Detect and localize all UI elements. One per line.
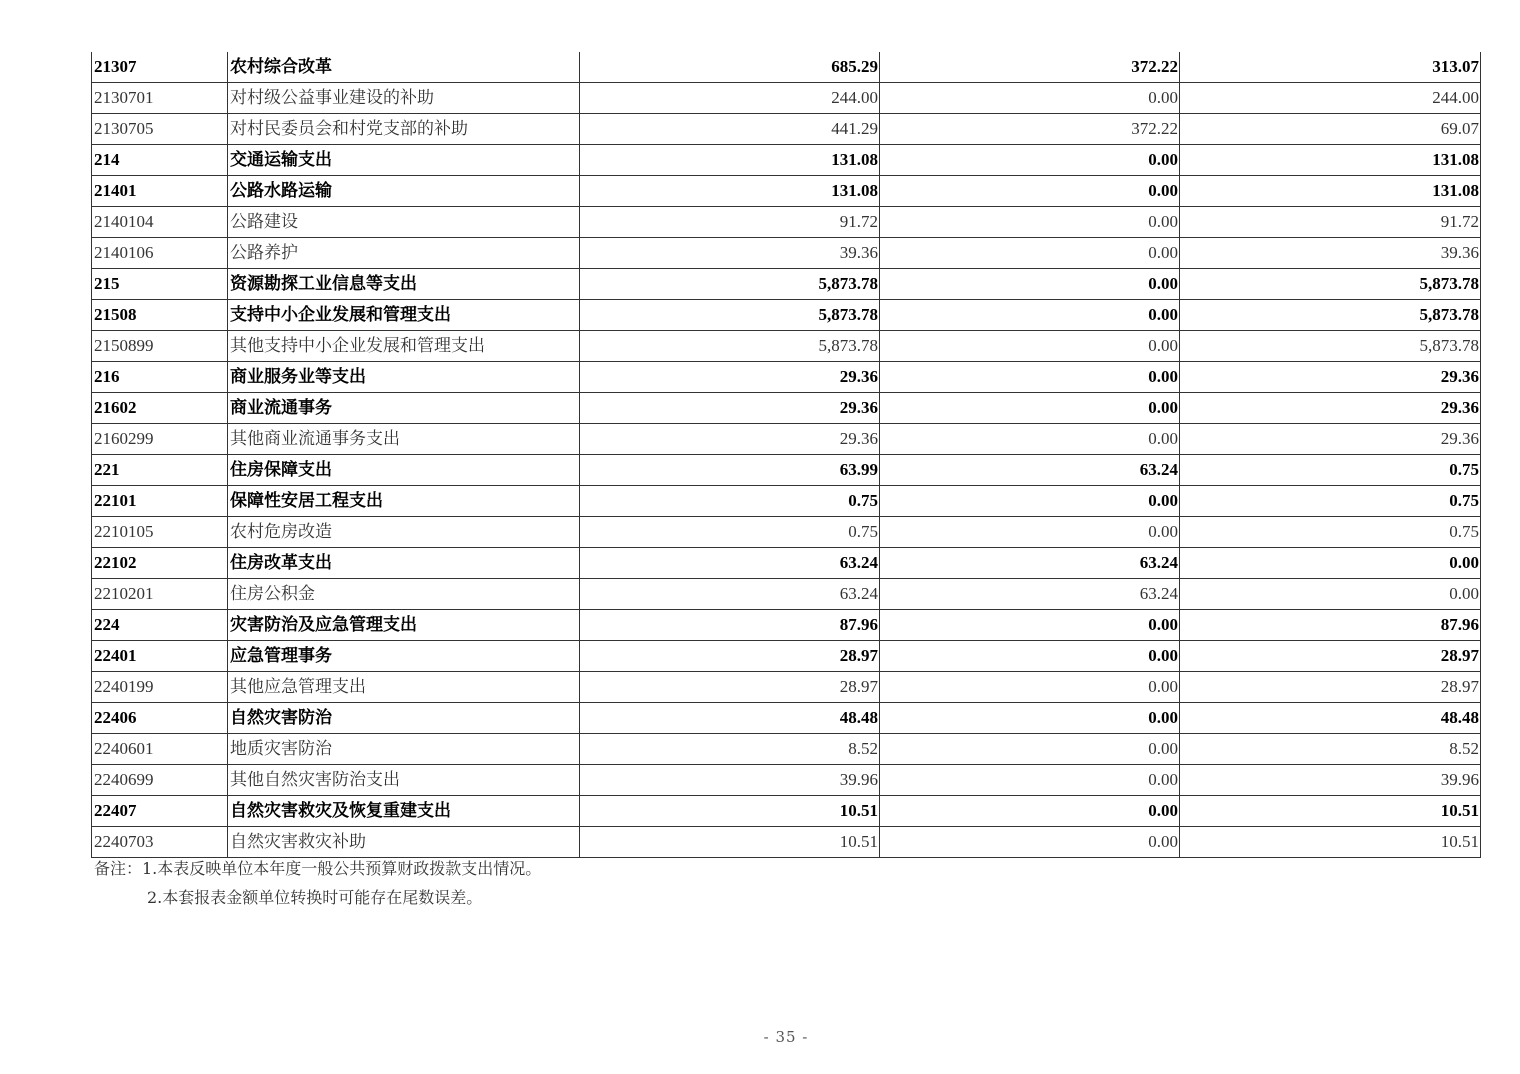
row-value-1-cell: 244.00 (580, 83, 880, 114)
row-code-cell: 214 (92, 145, 228, 176)
table-row (92, 331, 1481, 362)
row-code-cell: 2160299 (92, 424, 228, 455)
row-name-cell: 其他自然灾害防治支出 (228, 765, 580, 796)
row-name-cell: 自然灾害救灾及恢复重建支出 (228, 796, 580, 827)
row-value-2-cell: 0.00 (880, 424, 1180, 455)
row-value-2-cell: 372.22 (880, 52, 1180, 83)
row-code-cell: 2150899 (92, 331, 228, 362)
row-value-3-cell: 29.36 (1180, 362, 1481, 393)
row-value-3-cell: 244.00 (1180, 83, 1481, 114)
row-name-cell: 住房保障支出 (228, 455, 580, 486)
row-value-2-cell: 63.24 (880, 579, 1180, 610)
row-value-2-cell: 0.00 (880, 300, 1180, 331)
row-name-cell: 支持中小企业发展和管理支出 (228, 300, 580, 331)
table-body (92, 52, 1481, 858)
row-value-3-cell: 39.36 (1180, 238, 1481, 269)
row-value-1-cell: 28.97 (580, 641, 880, 672)
row-value-2-cell: 0.00 (880, 486, 1180, 517)
row-value-3-cell: 28.97 (1180, 641, 1481, 672)
table-row (92, 579, 1481, 610)
row-name-cell: 商业流通事务 (228, 393, 580, 424)
row-code-cell: 21602 (92, 393, 228, 424)
row-value-1-cell: 63.99 (580, 455, 880, 486)
row-value-3-cell: 10.51 (1180, 827, 1481, 858)
budget-table-container (91, 52, 1480, 858)
row-value-2-cell: 0.00 (880, 393, 1180, 424)
row-value-1-cell: 91.72 (580, 207, 880, 238)
row-value-2-cell: 0.00 (880, 641, 1180, 672)
row-value-2-cell: 0.00 (880, 176, 1180, 207)
row-value-3-cell: 0.75 (1180, 517, 1481, 548)
row-value-3-cell: 28.97 (1180, 672, 1481, 703)
row-code-cell: 2140106 (92, 238, 228, 269)
row-name-cell: 农村危房改造 (228, 517, 580, 548)
row-value-2-cell: 0.00 (880, 83, 1180, 114)
row-value-1-cell: 5,873.78 (580, 300, 880, 331)
row-code-cell: 2140104 (92, 207, 228, 238)
row-value-1-cell: 441.29 (580, 114, 880, 145)
row-code-cell: 21307 (92, 52, 228, 83)
row-value-3-cell: 313.07 (1180, 52, 1481, 83)
table-row (92, 424, 1481, 455)
note-line-1: 备注：1.本表反映单位本年度一般公共预算财政拨款支出情况。 (94, 859, 542, 878)
row-value-3-cell: 131.08 (1180, 176, 1481, 207)
row-code-cell: 2210105 (92, 517, 228, 548)
row-code-cell: 22401 (92, 641, 228, 672)
row-value-2-cell: 372.22 (880, 114, 1180, 145)
table-row (92, 734, 1481, 765)
row-value-1-cell: 63.24 (580, 548, 880, 579)
row-value-1-cell: 10.51 (580, 796, 880, 827)
row-value-1-cell: 39.96 (580, 765, 880, 796)
row-code-cell: 2240703 (92, 827, 228, 858)
row-name-cell: 农村综合改革 (228, 52, 580, 83)
row-value-3-cell: 0.75 (1180, 486, 1481, 517)
row-value-2-cell: 0.00 (880, 610, 1180, 641)
row-value-1-cell: 29.36 (580, 393, 880, 424)
row-value-2-cell: 0.00 (880, 703, 1180, 734)
table-row (92, 517, 1481, 548)
table-row (92, 176, 1481, 207)
row-value-3-cell: 0.00 (1180, 579, 1481, 610)
row-name-cell: 自然灾害救灾补助 (228, 827, 580, 858)
row-value-1-cell: 87.96 (580, 610, 880, 641)
row-name-cell: 公路养护 (228, 238, 580, 269)
table-row (92, 455, 1481, 486)
table-row (92, 207, 1481, 238)
row-value-2-cell: 0.00 (880, 331, 1180, 362)
row-value-3-cell: 48.48 (1180, 703, 1481, 734)
row-value-3-cell: 0.00 (1180, 548, 1481, 579)
table-row (92, 486, 1481, 517)
row-value-1-cell: 63.24 (580, 579, 880, 610)
row-value-3-cell: 91.72 (1180, 207, 1481, 238)
row-code-cell: 21508 (92, 300, 228, 331)
row-value-2-cell: 0.00 (880, 517, 1180, 548)
row-value-1-cell: 685.29 (580, 52, 880, 83)
table-row (92, 145, 1481, 176)
row-code-cell: 22101 (92, 486, 228, 517)
table-row (92, 703, 1481, 734)
row-code-cell: 2240601 (92, 734, 228, 765)
row-value-3-cell: 39.96 (1180, 765, 1481, 796)
row-code-cell: 224 (92, 610, 228, 641)
row-value-1-cell: 131.08 (580, 176, 880, 207)
table-row (92, 796, 1481, 827)
row-value-2-cell: 0.00 (880, 765, 1180, 796)
table-row (92, 827, 1481, 858)
table-row (92, 300, 1481, 331)
row-value-2-cell: 0.00 (880, 145, 1180, 176)
row-name-cell: 其他商业流通事务支出 (228, 424, 580, 455)
row-value-3-cell: 87.96 (1180, 610, 1481, 641)
row-value-1-cell: 131.08 (580, 145, 880, 176)
table-row (92, 548, 1481, 579)
row-code-cell: 216 (92, 362, 228, 393)
notes-section (94, 854, 541, 912)
row-name-cell: 其他支持中小企业发展和管理支出 (228, 331, 580, 362)
row-name-cell: 公路建设 (228, 207, 580, 238)
row-name-cell: 交通运输支出 (228, 145, 580, 176)
table-row (92, 238, 1481, 269)
row-value-2-cell: 0.00 (880, 269, 1180, 300)
row-value-3-cell: 69.07 (1180, 114, 1481, 145)
row-name-cell: 保障性安居工程支出 (228, 486, 580, 517)
row-value-3-cell: 5,873.78 (1180, 269, 1481, 300)
row-code-cell: 2210201 (92, 579, 228, 610)
row-code-cell: 21401 (92, 176, 228, 207)
row-code-cell: 22102 (92, 548, 228, 579)
row-code-cell: 2130705 (92, 114, 228, 145)
row-code-cell: 22406 (92, 703, 228, 734)
row-name-cell: 住房改革支出 (228, 548, 580, 579)
row-code-cell: 215 (92, 269, 228, 300)
row-name-cell: 地质灾害防治 (228, 734, 580, 765)
row-name-cell: 灾害防治及应急管理支出 (228, 610, 580, 641)
row-name-cell: 资源勘探工业信息等支出 (228, 269, 580, 300)
table-row (92, 765, 1481, 796)
row-value-2-cell: 0.00 (880, 827, 1180, 858)
row-name-cell: 商业服务业等支出 (228, 362, 580, 393)
row-name-cell: 应急管理事务 (228, 641, 580, 672)
table-row (92, 362, 1481, 393)
row-value-1-cell: 48.48 (580, 703, 880, 734)
page-number: - 35 - (763, 1028, 809, 1046)
row-value-2-cell: 63.24 (880, 455, 1180, 486)
row-name-cell: 自然灾害防治 (228, 703, 580, 734)
row-value-2-cell: 0.00 (880, 238, 1180, 269)
table-row (92, 83, 1481, 114)
row-value-2-cell: 0.00 (880, 207, 1180, 238)
table-row (92, 641, 1481, 672)
row-value-3-cell: 0.75 (1180, 455, 1481, 486)
row-value-1-cell: 29.36 (580, 362, 880, 393)
row-code-cell: 22407 (92, 796, 228, 827)
row-code-cell: 221 (92, 455, 228, 486)
row-code-cell: 2240699 (92, 765, 228, 796)
table-row (92, 269, 1481, 300)
table-row (92, 52, 1481, 83)
row-value-1-cell: 29.36 (580, 424, 880, 455)
row-value-3-cell: 29.36 (1180, 424, 1481, 455)
row-value-1-cell: 28.97 (580, 672, 880, 703)
row-name-cell: 其他应急管理支出 (228, 672, 580, 703)
row-value-3-cell: 5,873.78 (1180, 300, 1481, 331)
row-value-1-cell: 0.75 (580, 486, 880, 517)
table-row (92, 114, 1481, 145)
row-value-3-cell: 5,873.78 (1180, 331, 1481, 362)
table-row (92, 610, 1481, 641)
row-value-1-cell: 8.52 (580, 734, 880, 765)
row-value-3-cell: 131.08 (1180, 145, 1481, 176)
row-value-2-cell: 0.00 (880, 796, 1180, 827)
row-code-cell: 2240199 (92, 672, 228, 703)
row-name-cell: 公路水路运输 (228, 176, 580, 207)
table-row (92, 672, 1481, 703)
budget-expenditure-table (91, 52, 1481, 858)
row-code-cell: 2130701 (92, 83, 228, 114)
note-line-2: 2.本套报表金额单位转换时可能存在尾数误差。 (147, 888, 483, 907)
row-value-3-cell: 8.52 (1180, 734, 1481, 765)
row-value-1-cell: 5,873.78 (580, 269, 880, 300)
row-value-1-cell: 0.75 (580, 517, 880, 548)
row-value-3-cell: 29.36 (1180, 393, 1481, 424)
row-value-1-cell: 10.51 (580, 827, 880, 858)
row-value-2-cell: 63.24 (880, 548, 1180, 579)
row-value-1-cell: 5,873.78 (580, 331, 880, 362)
row-value-2-cell: 0.00 (880, 672, 1180, 703)
row-name-cell: 住房公积金 (228, 579, 580, 610)
table-row (92, 393, 1481, 424)
row-name-cell: 对村民委员会和村党支部的补助 (228, 114, 580, 145)
row-name-cell: 对村级公益事业建设的补助 (228, 83, 580, 114)
row-value-2-cell: 0.00 (880, 734, 1180, 765)
row-value-2-cell: 0.00 (880, 362, 1180, 393)
row-value-1-cell: 39.36 (580, 238, 880, 269)
row-value-3-cell: 10.51 (1180, 796, 1481, 827)
